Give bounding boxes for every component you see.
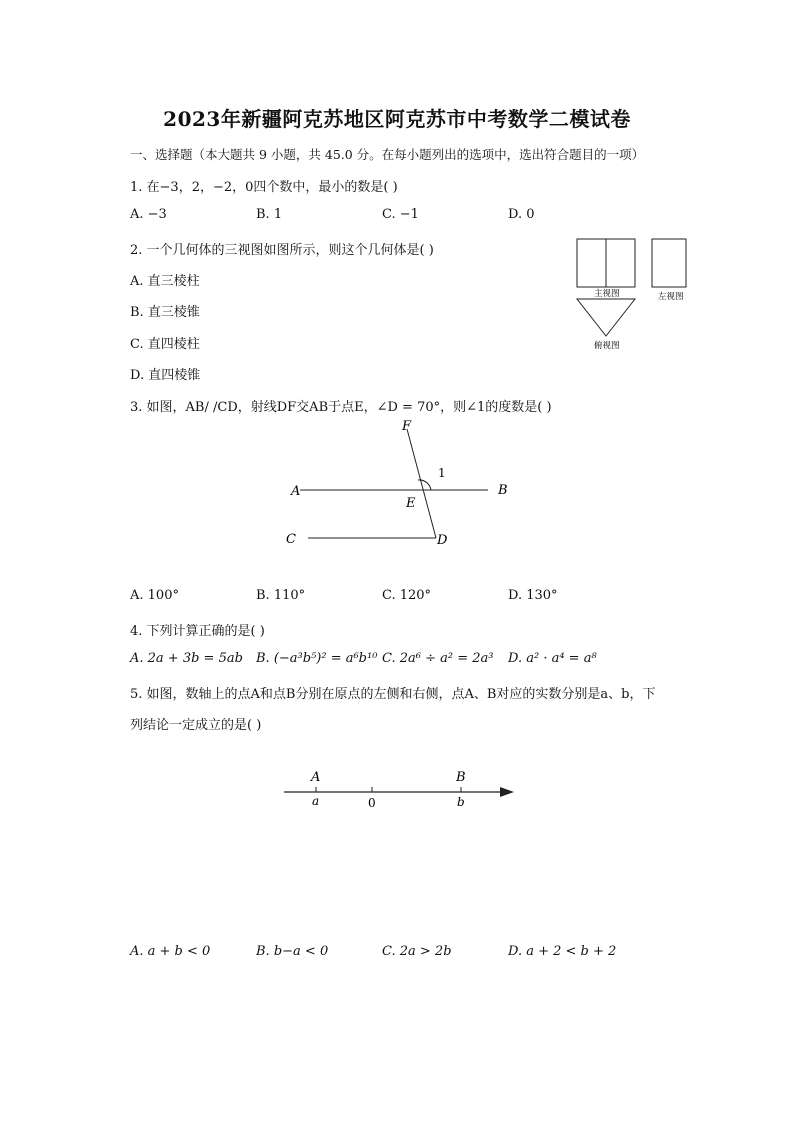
q3-option-c: C. 120° <box>382 588 432 603</box>
page-title: 2023年新疆阿克苏地区阿克苏市中考数学二模试卷 <box>163 107 631 131</box>
label-b: B <box>498 483 508 498</box>
q5-option-c: C. 2a > 2b <box>382 944 452 959</box>
label-e: E <box>406 496 416 511</box>
label-angle-1: 1 <box>438 466 446 480</box>
front-view-label: 主视图 <box>594 289 620 299</box>
ray-df <box>407 429 436 538</box>
number-line-arrow <box>500 787 514 797</box>
q4-option-a: A. 2a + 3b = 5ab <box>130 651 243 666</box>
number-line-figure <box>278 765 523 815</box>
label-a: A <box>291 484 301 499</box>
label-origin: 0 <box>368 796 376 810</box>
question-4-stem: 4. 下列计算正确的是( ) <box>130 624 265 639</box>
q2-option-b: B. 直三棱锥 <box>130 305 200 320</box>
top-view-triangle <box>577 299 635 336</box>
q3-option-b: B. 110° <box>256 588 306 603</box>
q3-option-a: A. 100° <box>130 588 179 603</box>
q1-option-a: A. −3 <box>130 207 167 222</box>
parallel-lines-figure <box>280 418 520 553</box>
section-header: 一、选择题（本大题共 9 小题，共 45.0 分。在每小题列出的选项中，选出符合题目的一项） <box>130 147 645 162</box>
q5-option-b: B. b−a < 0 <box>256 944 329 959</box>
label-value-a: a <box>312 794 320 808</box>
q1-option-c: C. −1 <box>382 207 419 222</box>
q1-option-d: D. 0 <box>508 207 535 222</box>
side-view-label: 左视图 <box>658 292 684 302</box>
three-views-figure <box>570 232 700 357</box>
question-3-stem: 3. 如图，AB/ /CD，射线DF交AB于点E，∠D = 70°，则∠1的度数是( ) <box>130 400 552 415</box>
side-view-rect <box>652 239 686 287</box>
question-2-stem: 2. 一个几何体的三视图如图所示，则这个几何体是( ) <box>130 243 434 258</box>
q3-option-d: D. 130° <box>508 588 558 603</box>
label-value-b: b <box>457 795 465 809</box>
top-view-label: 俯视图 <box>594 341 620 351</box>
question-5-stem-line-1: 5. 如图，数轴上的点A和点B分别在原点的左侧和右侧，点A、B对应的实数分别是a、b，下 <box>130 687 656 702</box>
q2-option-d: D. 直四棱锥 <box>130 368 201 383</box>
angle-1-arc <box>418 480 431 490</box>
q2-option-c: C. 直四棱柱 <box>130 337 200 352</box>
q5-option-d: D. a + 2 < b + 2 <box>508 944 617 959</box>
q4-option-d: D. a² · a⁴ = a⁸ <box>508 651 597 666</box>
question-1-stem: 1. 在−3，2，−2，0四个数中，最小的数是( ) <box>130 180 398 195</box>
label-d: D <box>437 533 448 548</box>
q2-option-a: A. 直三棱柱 <box>130 274 200 289</box>
q4-option-b: B. (−a³b⁵)² = a⁶b¹⁰ <box>256 651 378 666</box>
q1-option-b: B. 1 <box>256 207 283 222</box>
q5-option-a: A. a + b < 0 <box>130 944 211 959</box>
question-5-stem-line-2: 列结论一定成立的是( ) <box>130 718 262 733</box>
q4-option-c: C. 2a⁶ ÷ a² = 2a³ <box>382 651 494 666</box>
label-c: C <box>286 532 296 547</box>
label-f: F <box>402 419 412 434</box>
label-point-b: B <box>456 770 466 785</box>
label-point-a: A <box>311 770 321 785</box>
